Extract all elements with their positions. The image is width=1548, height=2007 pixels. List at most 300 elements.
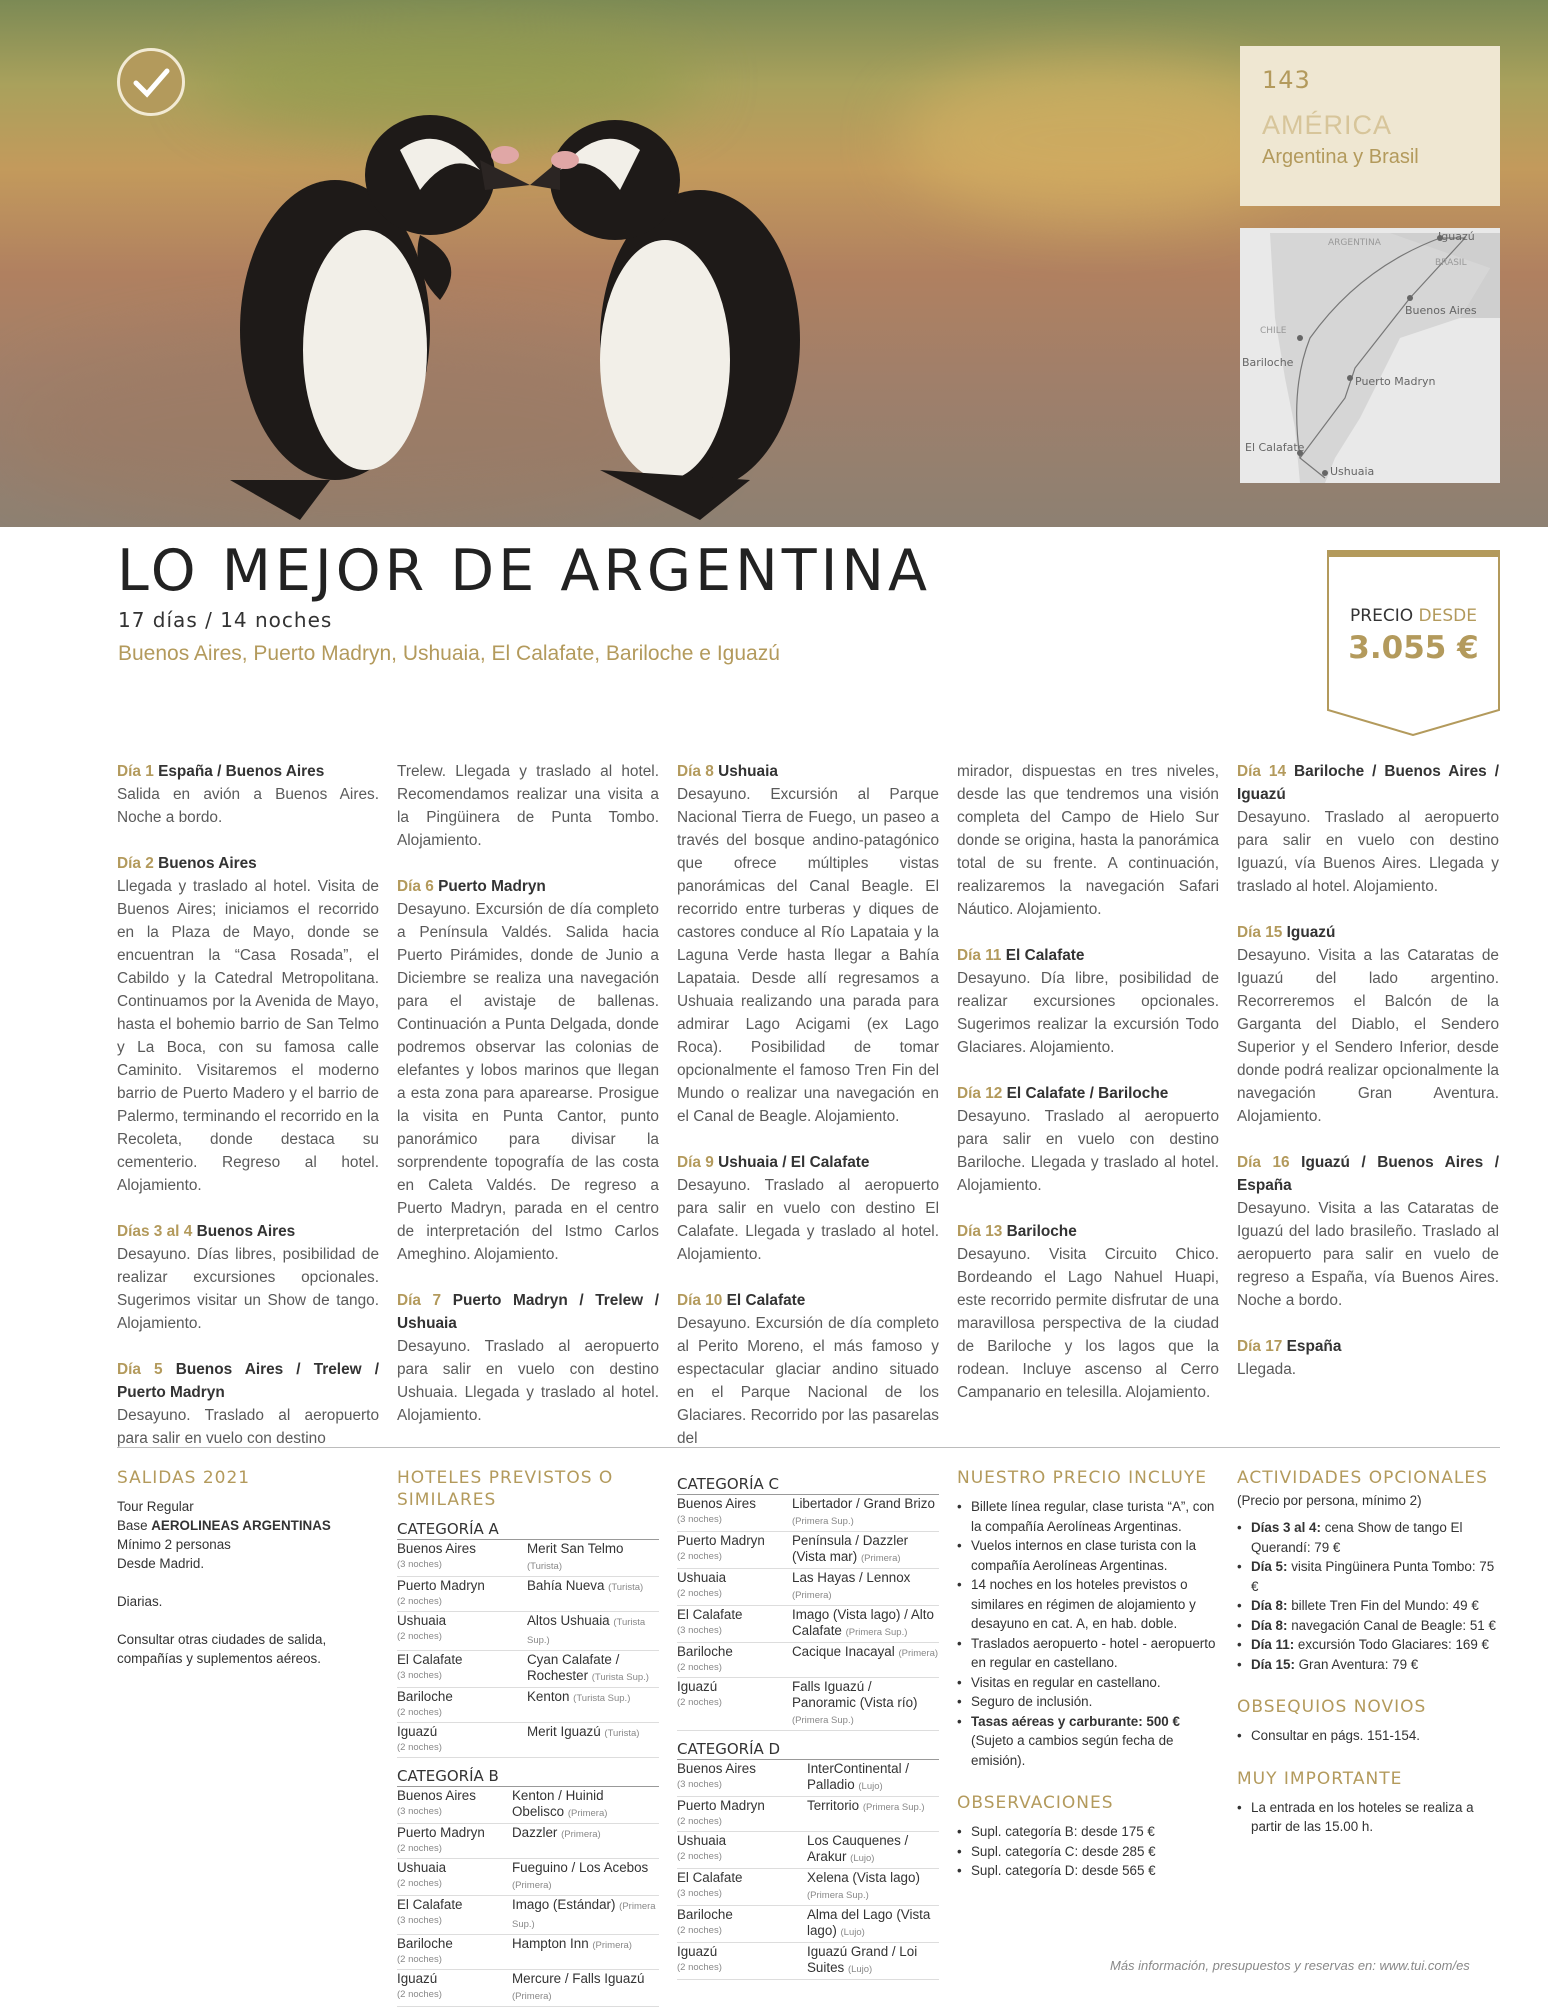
hotel-category: (Primera) [512,1880,552,1891]
hotel-city-name: El Calafate [677,1870,743,1885]
itinerary-day [957,760,1219,921]
itinerary-day [957,1220,1219,1404]
hotel-city [397,1860,512,1894]
hotel-category: (Primera) [792,1590,832,1601]
hotel-category-name: CATEGORÍA B [397,1766,659,1787]
map-label-argentina: ARGENTINA [1328,238,1381,248]
hotel-category-name: CATEGORÍA A [397,1519,659,1540]
hotel-name [527,1613,659,1649]
day-number: Día 6 [397,878,434,895]
hotel-category: (Lujo) [847,1964,873,1975]
hoteles-section-left [397,1467,659,2007]
hotel-category: (Turista) [527,1561,563,1572]
hotel-nights: (2 noches) [397,1954,442,1965]
hotel-name [807,1870,939,1904]
hotel-city-name: Iguazú [677,1679,718,1694]
hotel-row [677,1760,939,1797]
day-title: El Calafate [1001,947,1085,964]
hotel-row [397,1688,659,1723]
price-label-desde: DESDE [1418,606,1477,626]
day-text: Desayuno. Traslado al aeropuerto para salir en vuelo con destino [117,1407,379,1447]
hotel-name [792,1533,939,1567]
itinerary-day [117,852,379,1197]
hotel-name [527,1724,639,1756]
itinerary-day [117,1220,379,1335]
hotel-category: (Turista Sup.) [573,1693,631,1704]
itinerary-day [1237,760,1499,898]
hotel-name-text: Libertador / Grand Brizo [792,1496,935,1511]
hotel-category: (Turista Sup.) [527,1617,646,1646]
hotel-nights: (2 noches) [677,1588,722,1599]
day-text: Desayuno. Traslado al aeropuerto para salir en vuelo con destino Iguazú, vía Buenos Aires. Llegada y traslado al hotel. Alojamiento. [1237,809,1499,895]
hotel-row [677,1832,939,1869]
incluye-heading: NUESTRO PRECIO INCLUYE [957,1468,1207,1488]
hotel-row [397,1970,659,2007]
map-city-puerto-madryn: Puerto Madryn [1355,375,1436,388]
hotel-nights: (2 noches) [397,1989,442,2000]
hotel-name [792,1570,939,1604]
hotel-row [677,1643,939,1678]
hotel-category: (Primera) [567,1808,608,1819]
incluye-list [957,1497,1219,1712]
map-city-ushuaia: Ushuaia [1330,465,1375,478]
hotel-name [792,1644,938,1676]
obsequios-heading: OBSEQUIOS NOVIOS [1237,1697,1427,1717]
day-heading [677,763,778,780]
hotel-nights: (3 noches) [677,1514,722,1525]
tour-cities: Buenos Aires, Puerto Madryn, Ushuaia, El Calafate, Bariloche e Iguazú [118,642,780,665]
hotel-category: (Turista) [604,1728,640,1739]
day-heading [677,1292,805,1309]
hotel-row [397,1896,659,1935]
day-text: Desayuno. Visita a las Cataratas de Iguazú del lado argentino. Recorreremos el Balcón de la Garganta del Diablo, el Sendero Superior y el Sendero Inferior, desde donde podrá realizar opcionalmente la navegación Gran Aventura. Alojamiento. [1237,947,1499,1125]
hotel-row [677,1797,939,1832]
hotel-name [527,1689,630,1721]
hotel-city-name: El Calafate [677,1607,743,1622]
hotel-name [807,1944,939,1978]
hotel-name [807,1907,939,1941]
hotel-row [397,1612,659,1651]
hotel-category: (Lujo) [850,1853,875,1864]
incluye-item: • Visitas en regular en castellano. [957,1673,1219,1693]
incluye-item-tasas: • Tasas aéreas y carburante: 500 € (Sujeto a cambios según fecha de emisión). [957,1712,1219,1771]
hotel-city-name: Iguazú [397,1724,438,1739]
hotel-category: (Primera) [512,1991,552,2002]
actividad-item: • Día 11: excursión Todo Glaciares: 169 € [1237,1635,1500,1655]
hotel-city-name: Ushuaia [397,1860,447,1875]
hotel-city [397,1541,527,1575]
hotel-row [397,1824,659,1859]
hotel-city [397,1689,527,1721]
check-icon [117,48,185,116]
day-title: Iguazú / Buenos Aires / España [1237,1154,1499,1194]
day-heading [957,947,1084,964]
hotel-name-text: Xelena (Vista lago) [807,1870,920,1885]
day-text: Desayuno. Día libre, posibilidad de realizar excursiones opcionales. Sugerimos realizar la excursión Todo Glaciares. Alojamiento. [957,970,1219,1056]
actividades-heading: ACTIVIDADES OPCIONALES [1237,1468,1488,1488]
hotel-category-name: CATEGORÍA D [677,1739,939,1760]
hotel-category: (Primera Sup.) [792,1516,854,1527]
day-text: mirador, dispuestas en tres niveles, desde las que tendremos una visión completa del Campo de Hielo Sur donde se origina, hasta la panorámica total de su frente. A continuación, realizaremos la navegación Safari Náutico. Alojamiento. [957,763,1219,918]
hotel-category: (Primera Sup.) [807,1890,869,1901]
hotel-row [677,1495,939,1532]
salidas-line-6: Consultar otras ciudades de salida, compañías y suplementos aéreos. [117,1632,327,1666]
hotel-name-text: Las Hayas / Lennox [792,1570,911,1585]
day-title: Puerto Madryn [433,878,546,895]
itinerary-day [117,760,379,829]
hotel-name [527,1652,659,1686]
hotel-city-name: Ushuaia [677,1833,727,1848]
hotel-row [397,1723,659,1758]
day-number: Día 8 [677,763,714,780]
hotel-city-name: Buenos Aires [397,1541,476,1556]
route-map [1240,228,1500,483]
day-number: Día 7 [397,1292,442,1309]
observaciones-item: • Supl. categoría C: desde 285 € [957,1842,1219,1862]
salidas-line-3: Mínimo 2 personas [117,1537,231,1552]
hotel-city [677,1533,792,1567]
hotel-name [512,1936,632,1968]
section-divider [117,1447,1500,1448]
day-heading [1237,1338,1341,1355]
obsequios-item: • Consultar en págs. 151-154. [1237,1726,1500,1746]
day-number: Días 3 al 4 [117,1223,193,1240]
day-title: España / Buenos Aires [153,763,325,780]
hotel-nights: (2 noches) [397,1631,442,1642]
hotel-nights: (2 noches) [397,1742,442,1753]
hotel-city [397,1613,527,1649]
itinerary-day [117,1358,379,1450]
hotel-nights: (3 noches) [397,1806,442,1817]
hotel-name-text: Dazzler [512,1825,562,1840]
day-text: Desayuno. Excursión al Parque Nacional Tierra de Fuego, un paseo a través del bosque andino-patagónico que ofrece múltiples vistas panorámicas del Canal Beagle. El recorrido entre turberas y diques de castores conduce al Río Lapataia y la Laguna Verde hasta llegar a Bahía Lapataia. Desde allí regresamos a Ushuaia realizando una parada para admirar Lago Acigami (ex Lago Roca). Posibilidad de tomar opcionalmente el famoso Tren Fin del Mundo o realizar una navegación en el Canal de Beagle. Alojamiento. [677,786,939,1125]
price-badge [1327,550,1500,736]
itinerary-day [677,1289,939,1450]
hotel-category: (Turista) [608,1582,644,1593]
day-heading [117,855,257,872]
hotel-nights: (2 noches) [677,1962,722,1973]
hotel-city-name: El Calafate [397,1897,463,1912]
actividades-subheading: (Precio por persona, mínimo 2) [1237,1493,1422,1508]
hotel-category: (Primera) [561,1829,601,1840]
actividad-item: • Días 3 al 4: cena Show de tango El Querandí: 79 € [1237,1518,1500,1557]
hotel-category-name: CATEGORÍA C [677,1474,939,1495]
hotel-row [677,1606,939,1643]
price-label: PRECIO [1350,606,1414,626]
hotel-city-name: Puerto Madryn [677,1798,765,1813]
day-heading [677,1154,869,1171]
hero-photo-penguins [0,0,1548,527]
day-text: Desayuno. Traslado al aeropuerto para salir en vuelo con destino Ushuaia. Llegada y traslado al hotel. Alojamiento. [397,1338,659,1424]
hotel-city-name: Buenos Aires [397,1788,476,1803]
hotel-row [677,1906,939,1943]
hotel-category: (Primera Sup.) [512,1901,656,1930]
hotel-nights: (2 noches) [397,1878,442,1889]
incluye-item: • Traslados aeropuerto - hotel - aeropuerto en regular en castellano. [957,1634,1219,1673]
hotel-category-b [397,1766,659,2007]
importante-heading: MUY IMPORTANTE [1237,1768,1403,1789]
hotel-city-name: Puerto Madryn [677,1533,765,1548]
day-title: Bariloche / Buenos Aires / Iguazú [1237,763,1499,803]
salidas-line-1: Tour Regular [117,1499,194,1514]
hotel-city [397,1897,512,1933]
incluye-item: • Billete línea regular, clase turista “A”, con la compañía Aerolíneas Argentinas. [957,1497,1219,1536]
map-city-buenos-aires: Buenos Aires [1405,304,1477,317]
observaciones-heading: OBSERVACIONES [957,1793,1114,1813]
itinerary-day [397,760,659,852]
hotel-city [397,1936,512,1968]
day-number: Día 5 [117,1361,163,1378]
hotel-nights: (2 noches) [677,1925,722,1936]
itinerary-column-3 [677,760,939,1473]
region-label: AMÉRICA [1262,110,1393,140]
hotel-name-text: Iguazú Grand / Loi Suites [807,1944,918,1975]
day-title: Buenos Aires / Trelew / Puerto Madryn [117,1361,379,1401]
hotel-city [677,1607,792,1641]
actividad-item: • Día 8: navegación Canal de Beagle: 51 € [1237,1616,1500,1636]
hotel-city [677,1761,807,1795]
hotel-name-text: Los Cauquenes / Arakur [807,1833,909,1864]
itinerary-day [1237,1151,1499,1312]
day-heading [957,1085,1168,1102]
hotel-city-name: Buenos Aires [677,1761,756,1776]
actividad-item: • Día 5: visita Pingüinera Punta Tombo: 75 € [1237,1557,1500,1596]
obsequios-list [1237,1726,1500,1746]
hotel-name-text: Cyan Calafate / Rochester [527,1652,620,1683]
hotel-category: (Turista Sup.) [591,1672,649,1683]
day-heading [957,1223,1077,1240]
hotel-city-name: Bariloche [677,1907,733,1922]
day-number: Día 9 [677,1154,714,1171]
hotel-category: (Primera) [860,1553,901,1564]
tour-duration: 17 días / 14 noches [118,608,333,632]
hotel-city-name: Ushuaia [677,1570,727,1585]
hotel-city [677,1570,792,1604]
hotel-row [397,1787,659,1824]
salidas-heading: SALIDAS 2021 [117,1468,251,1488]
itinerary-column-1 [117,760,379,1473]
day-text: Desayuno. Visita Circuito Chico. Bordeando el Lago Nahuel Huapi, este recorrido permite disfrutar de una maravillosa perspectiva de la ciudad de Bariloche y los lagos que la rodean. Incluye ascenso al Cerro Campanario en telesilla. Alojamiento. [957,1246,1219,1401]
hotel-nights: (3 noches) [397,1915,442,1926]
hotel-nights: (2 noches) [677,1697,722,1708]
hotel-city [677,1944,807,1978]
day-title: Ushuaia [713,763,778,780]
hotel-name-text: Imago (Estándar) [512,1897,620,1912]
hotel-nights: (2 noches) [677,1551,722,1562]
day-text: Desayuno. Excursión de día completo a Península Valdés. Salida hacia Puerto Pirámides, donde de Junio a Diciembre se realiza una navegación para el avistaje de ballenas. Continuación a Punta Delgada, donde podremos observar las colonias de elefantes y lobos marinos que llegan a esta zona para aparearse. Prosigue la visita en Punta Cantor, punto panorámico para divisar la sorprendente topografía de las costa en Caleta Valdés. De regreso a Puerto Madryn, parada en el centro de interpretación del Istmo Carlos Ameghino. Alojamiento. [397,901,659,1263]
hotel-name-text: Cacique Inacayal [792,1644,899,1659]
incluye-item: • 14 noches en los hoteles previstos o similares en régimen de alojamiento y desayuno en cat. A, en hab. doble. [957,1575,1219,1634]
itinerary-column-5 [1237,760,1499,1404]
map-label-brasil: BRASIL [1435,258,1467,268]
day-text: Desayuno. Traslado al aeropuerto para salir en vuelo con destino Bariloche. Llegada y traslado al hotel. Alojamiento. [957,1108,1219,1194]
footer-contact: Más información, presupuestos y reservas en: www.tui.com/es [1110,1958,1470,1973]
day-text: Llegada. [1237,1361,1297,1378]
hotel-category-a [397,1519,659,1758]
hotel-city-name: Bariloche [397,1689,453,1704]
hotel-category: (Primera Sup.) [792,1715,854,1726]
hotel-city [397,1578,527,1610]
hotel-name [527,1578,643,1610]
hotel-city [677,1833,807,1867]
hotel-row [677,1569,939,1606]
day-title: Puerto Madryn / Trelew / Ushuaia [397,1292,659,1332]
actividad-item: • Día 15: Gran Aventura: 79 € [1237,1655,1500,1675]
hotel-name [512,1788,659,1822]
day-title: Ushuaia / El Calafate [713,1154,870,1171]
itinerary-day [957,1082,1219,1197]
day-title: Buenos Aires [192,1223,296,1240]
hotel-row [397,1540,659,1577]
hotel-row [397,1859,659,1896]
hoteles-section-right [677,1470,939,1980]
hotel-name [512,1825,601,1857]
hotel-row [397,1651,659,1688]
observaciones-item: • Supl. categoría D: desde 565 € [957,1861,1219,1881]
importante-list [1237,1798,1500,1837]
salidas-section [117,1467,377,1668]
day-title: Bariloche [1002,1223,1077,1240]
incluye-section [957,1467,1219,1881]
hotel-name [792,1496,939,1530]
day-number: Día 2 [117,855,154,872]
hotel-category: (Primera Sup.) [862,1802,925,1813]
salidas-line-5: Diarias. [117,1594,163,1609]
hotel-city [677,1798,807,1830]
hotel-name-text: Bahía Nueva [527,1578,609,1593]
hotel-category: (Lujo) [840,1927,865,1938]
day-heading [397,878,546,895]
hotel-nights: (2 noches) [397,1596,442,1607]
hotel-row [677,1532,939,1569]
day-number: Día 12 [957,1085,1003,1102]
incluye-item: • Seguro de inclusión. [957,1692,1219,1712]
day-number: Día 14 [1237,763,1287,780]
itinerary-day [957,944,1219,1059]
tour-title: LO MEJOR DE ARGENTINA [117,538,932,604]
map-city-bariloche: Bariloche [1242,356,1294,369]
hotel-city [397,1788,512,1822]
hotel-name [527,1541,659,1575]
day-number: Día 16 [1237,1154,1290,1171]
hotel-name-text: InterContinental / Palladio [807,1761,909,1792]
hotel-name [807,1833,939,1867]
hotel-name-text: Península / Dazzler (Vista mar) [792,1533,909,1564]
day-text: Desayuno. Traslado al aeropuerto para salir en vuelo con destino El Calafate. Llegada y traslado al hotel. Alojamiento. [677,1177,939,1263]
hotel-nights: (3 noches) [397,1559,442,1570]
hotel-category: (Lujo) [858,1781,883,1792]
day-title: El Calafate [722,1292,806,1309]
itinerary-day [1237,921,1499,1128]
hotel-city-name: Puerto Madryn [397,1825,485,1840]
hotel-row [397,1935,659,1970]
hotel-nights: (2 noches) [677,1662,722,1673]
incluye-tasas [957,1712,1219,1771]
hotel-city [677,1679,792,1729]
hotel-name [807,1761,939,1795]
hotel-name-text: Mercure / Falls Iguazú [512,1971,645,1986]
day-title: Buenos Aires [153,855,257,872]
hoteles-heading: HOTELES PREVISTOS O SIMILARES [397,1468,614,1510]
day-number: Día 17 [1237,1338,1283,1355]
hotel-city-name: Bariloche [677,1644,733,1659]
observaciones-item: • Supl. categoría B: desde 175 € [957,1822,1219,1842]
hotel-name-text: Merit San Telmo [527,1541,624,1556]
hotel-name [512,1897,659,1933]
day-title: España [1282,1338,1342,1355]
day-number: Día 1 [117,763,154,780]
hotel-city-name: Iguazú [677,1944,718,1959]
day-heading [397,1292,659,1332]
day-title: El Calafate / Bariloche [1002,1085,1169,1102]
hotel-row [677,1869,939,1906]
hotel-city [677,1870,807,1904]
itinerary-day [1237,1335,1499,1381]
hotel-nights: (3 noches) [397,1670,442,1681]
day-heading [1237,1154,1499,1194]
hotel-name-text: Merit Iguazú [527,1724,605,1739]
map-label-chile: CHILE [1260,326,1287,336]
day-text: Llegada y traslado al hotel. Visita de Buenos Aires; iniciamos el recorrido en la Plaza de Mayo, donde se encuentran la “Casa Rosada”, el Cabildo y la Catedral Metropolitana. Continuamos por la Avenida de Mayo, hasta el bohemio barrio de San Telmo y La Boca, con su famosa calle Caminito. Visitaremos el moderno barrio de Puerto Madero y el barrio de Palermo, terminando el recorrido en la Recoleta, donde destaca su cementerio. Regreso al hotel. Alojamiento. [117,878,379,1194]
hotel-city-name: Buenos Aires [677,1496,756,1511]
page-section-box [1240,46,1500,206]
countries-label: Argentina y Brasil [1262,146,1419,168]
hotel-category: (Primera) [898,1648,939,1659]
day-title: Iguazú [1282,924,1336,941]
hotel-city-name: Iguazú [397,1971,438,1986]
day-text: Desayuno. Días libres, posibilidad de realizar excursiones opcionales. Sugerimos visitar un Show de tango. Alojamiento. [117,1246,379,1332]
day-heading [117,1223,295,1240]
hotel-nights: (2 noches) [677,1851,722,1862]
hotel-nights: (2 noches) [397,1843,442,1854]
day-heading [1237,924,1335,941]
hotel-city [397,1724,527,1756]
day-heading [117,763,324,780]
day-number: Día 15 [1237,924,1283,941]
day-text: Desayuno. Visita a las Cataratas de Iguazú del lado brasileño. Traslado al aeropuerto para salir en vuelo de regreso a España, vía Buenos Aires. Noche a bordo. [1237,1200,1499,1309]
map-city-iguazu: Iguazú [1438,230,1475,243]
hotel-city [677,1644,792,1676]
hotel-name [512,1860,659,1894]
hotel-city-name: Ushuaia [397,1613,447,1628]
day-number: Día 13 [957,1223,1003,1240]
day-text: Desayuno. Excursión de día completo al Perito Moreno, el más famoso y espectacular glaciar andino situado en el Parque Nacional de los Glaciares. Recorrido por las pasarelas del [677,1315,939,1447]
itinerary-day [397,875,659,1266]
hotel-row [397,1577,659,1612]
price-value: 3.055 € [1348,630,1479,666]
actividades-list [1237,1518,1500,1674]
salidas-line-4: Desde Madrid. [117,1556,205,1571]
hotel-city-name: Bariloche [397,1936,453,1951]
hotel-nights: (3 noches) [677,1888,722,1899]
hotel-city [677,1907,807,1941]
hotel-city [397,1652,527,1686]
hotel-category-d [677,1739,939,1980]
hotel-name-text: Altos Ushuaia [527,1613,614,1628]
day-text: Trelew. Llegada y traslado al hotel. Recomendamos realizar una visita a la Pingüinera de Punta Tombo. Alojamiento. [397,763,659,849]
hotel-name-text: Kenton / Huinid Obelisco [512,1788,604,1819]
hotel-city [397,1825,512,1857]
actividades-section [1237,1467,1500,1837]
hotel-name-text: Alma del Lago (Vista lago) [807,1907,931,1938]
importante-item: • La entrada en los hoteles se realiza a partir de las 15.00 h. [1237,1798,1500,1837]
hotel-category: (Primera Sup.) [845,1627,908,1638]
hotel-nights: (2 noches) [397,1707,442,1718]
hotel-name-text: Kenton [527,1689,574,1704]
hotel-name [792,1679,939,1729]
incluye-item: • Vuelos internos en clase turista con la compañía Aerolíneas Argentinas. [957,1536,1219,1575]
itinerary-day [677,1151,939,1266]
